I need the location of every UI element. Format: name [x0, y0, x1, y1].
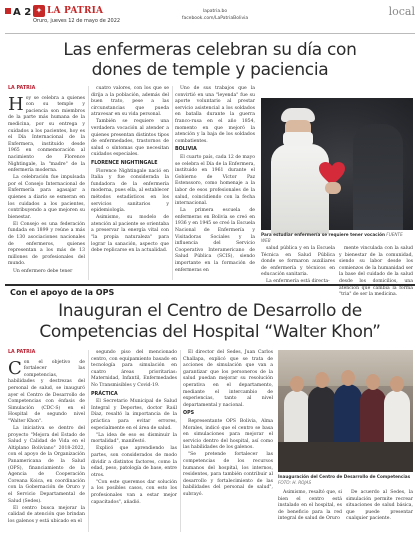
- headline-walter-khon: Inauguran el Centro de Desarrollo de Competencias del Hospital “Walter Khon”: [39, 301, 381, 342]
- masthead-rule: [5, 33, 415, 34]
- article2-col5: De acuerdo al Sedes, la simulación permite recrear situaciones de salud básica, que puede presentar cualquier paciente.: [346, 490, 413, 522]
- headline-nurses: Las enfermeras celebran su día con dones de temple y paciencia: [63, 40, 357, 80]
- article1-col1: LA PATRIA H oy se celebra a quienes con su temple y paciencia son miembros de la parte más humana de la medicina, por su entrega y cuidados a los pacientes, hoy es el Día Internacional de la Enfermera, instituido desde 1965 en conmemoración al nacimiento de Florence Nightingale, la "madre" de la enfermería moderna. La celebración fue impulsada por el Consejo Internacional de Enfermería para agasajar a quienes a diario se esmeran en los cuidados a los pacientes, contribuyendo a que mejoren su bienestar. El Consejo es una federación fundada en 1899 y reúne a más de 130 asociaciones nacionales de enfermeros, quienes representan a los más de 13 millones de profesionales del mundo. Un enfermero debe tener: [8, 86, 85, 274]
- section-divider: [5, 284, 415, 286]
- byline: LA PATRIA: [8, 86, 36, 91]
- section-label: local: [388, 5, 415, 18]
- masthead-web: lapatria.bo facebook.com/LaPatriaBolivia: [181, 9, 249, 21]
- column-rule: [88, 350, 89, 532]
- article1-col4: salud pública y en la Escuela Técnica en Salud Pública donde se formaron auxiliares de enfermería y técnicos en educación sanitaria. La enfermería está directa-: [261, 246, 335, 285]
- logo-block: [33, 5, 120, 24]
- byline: LA PATRIA: [8, 350, 36, 355]
- page-number: A 2: [5, 7, 31, 18]
- photo-caption-nurses: Para estudiar enfermería se requiere tener vocación FUENTE WEB: [261, 232, 403, 243]
- article2-col1: LA PATRIA C on el objetivo de fortalecer las competencias, habilidades y destrezas del personal de salud, se inauguró ayer el Centro de Desarrollo de Competencias con énfasis de Simulación (CDC-S) en el Hospital de segundo nivel "Walter Khon". La iniciativa se dentro del proyecto "Mejora del Estado de Salud y Calidad de Vida en el Altiplano Boliviano" 2018-2022, con el apoyo de la Organización Panamericana de la Salud (OPS), financiamiento de la Agencia de Cooperación Coreana Koica, en coordinación con la Gobernación de Oruro y el Servicio Departamental de Salud (Sedes). El centro busca mejorar la calidad de atención que brindan los galenos y está ubicado en el: [8, 350, 85, 524]
- subhead-bolivia: BOLIVIA: [175, 147, 197, 153]
- kicker-ops: Con el apoyo de la OPS: [10, 288, 115, 297]
- nurse-photo: [261, 98, 413, 230]
- subhead-practica: PRÁCTICA: [91, 391, 118, 397]
- la-patria-logo-icon: ✦ LA PATRIA: [33, 5, 120, 17]
- article2-col2: segundo piso del mencionado centro, con equipamiento basado en tecnología para simulación en cuatro áreas prioritarias: Maternidad, Infantil, Enfermedades No Transmisibles y Covid-19. PRÁCTICA El Secretario Municipal de Salud Integral y Deportes, doctor Raúl Díaz, resaltó la importancia de la práctica para evitar errores, especialmente en el área de salud. "La idea de eso es disminuir la mortalidad", manifestó. Explicó que aprendiendo las partes, son considerados de modo dividir a distintos factores, como la edad, peso, patología de base, entre otros. "Con este queremos dar solución a los posibles casos, con esto los profesionales van a estar mejor capacitados", añadió.: [91, 350, 177, 505]
- dropcap: C: [8, 357, 22, 379]
- article2-col3: El director del Sedes, Juan Carlos Challapa, explicó que se trata de acciones de simulación que van a garantizar que los personeros de la salud puedan mejorar su resolución operativa en el departamento, mediante el intercambio de experiencias, tanto al nivel departamental y nacional. OPS Representante OPS Bolivia, Alma Morales, indicó que el centro se basa en simulaciones para mejorar el servicio dentro del hospital, así como las habilidades de los galenos. "Se pretende fortalecer las competencias de los recursos humanos del hospital, los internos, residentes, para también contribuir al desarrollo y fortalecimiento de las habilidades del personal de salud", subrayó.: [183, 350, 273, 497]
- subhead-ops: OPS: [183, 411, 195, 417]
- subhead-florence: FLORENCE NIGHTINGALE: [91, 161, 158, 167]
- article1-col3: Uno de sus trabajos que la convirtió en una "leyenda" fue su aporte voluntario al prestar servicio asistencial a los soldados en batalla durante la guerra franco-rusa en el año 1854, momento en que mejoró la atención y la baja de los soldados combatientes. BOLIVIA El cuarto país, cada 12 de mayo se celebra el Día de la Enfermera, instituido en 1961 durante el Gobierno de Víctor Paz Estenssoro, como homenaje a la labor de esos profesionales de la salud, coincidiendo con la fecha internacional. La primera escuela de enfermeras en Bolivia se creó en 1936 y en 1945 se creó la Escuela Nacional de Enfermería y Visitadoras Sociales y la influencia del Servicio Cooperativo Interamericano de Salud Pública (SCIS), siendo importante en la formación de enfermeras en: [175, 86, 255, 273]
- column-rule: [172, 86, 173, 280]
- inauguration-photo: [278, 350, 413, 472]
- photo-caption-inauguration: Inauguración del Centro de Desarrollo de Competencias FOTO: H. ROJAS: [278, 474, 411, 485]
- article1-col5: mente vinculada con la salud y bienestar de la comunidad, siendo su labor desde los comienzos de la humanidad ser la base del cuidado de la salud desde los domicilios, una atención que cambia la forma "tria" de ser la medicina.: [339, 246, 413, 298]
- column-rule: [88, 86, 89, 280]
- article1-col2: cuatro valores, con los que se dirija a la población, además del buen trato, pese a las circunstancias que pueda atravesar en su vida personal. También se requiere una verdadera vocación al atender a quienes presentan distintos tipos de enfermedades, trastornos de salud o síntomas que necesitan cuidados especiales. FLORENCE NIGHTINGALE Florence Nightingale nació en Italia y fue considerada la fundadora de la enfermería moderna, pues ella, al establecer métodos estadísticos en los servicios sanitarios y epidemiología. Asimismo, su modelo de atención al paciente se orientaba a preservar la energía vital con "la propia naturaleza" para lograr la sanación, aspecto que debe replicarse en la actualidad.: [91, 86, 169, 254]
- column-rule: [180, 350, 181, 532]
- masthead: [5, 4, 415, 34]
- masthead-date: Oruro, jueves 12 de mayo de 2022: [33, 18, 121, 24]
- dropcap: H: [8, 93, 24, 115]
- article2-col4: Asimismo, resaltó que, si bien el centro está instalado en el hospital, es de beneficio para la red integral de salud de Oruro: [278, 490, 342, 522]
